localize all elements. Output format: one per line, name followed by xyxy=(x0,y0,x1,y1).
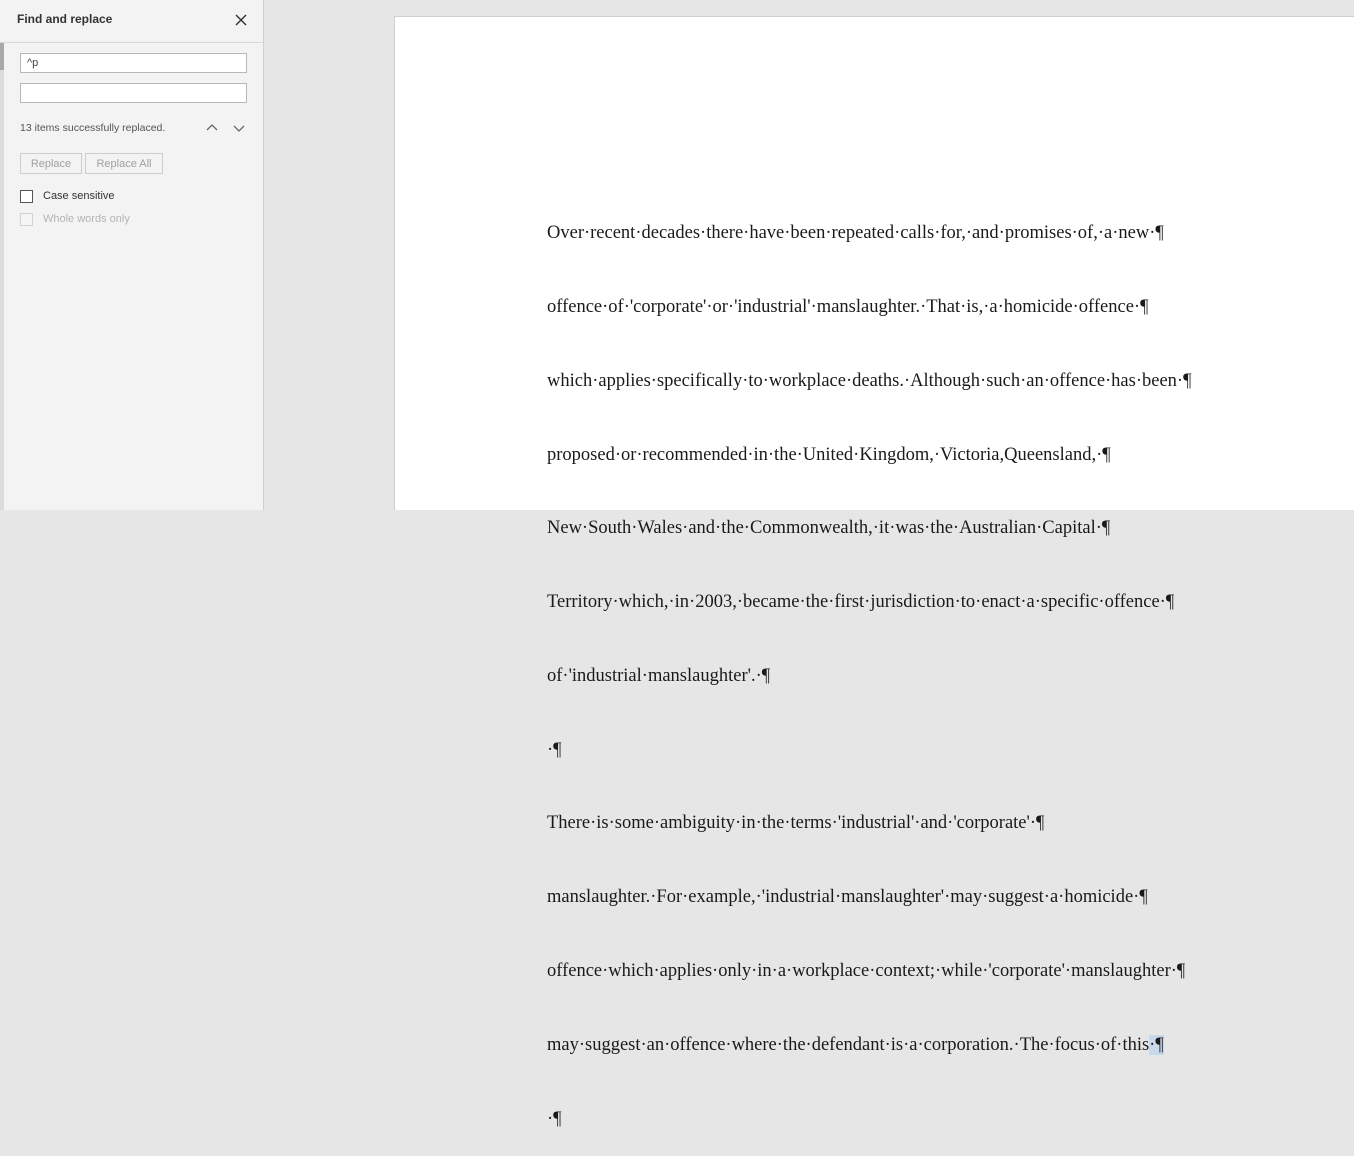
document-line: ·¶ xyxy=(547,739,562,760)
next-button[interactable] xyxy=(231,120,247,136)
panel-edge xyxy=(0,42,4,510)
status-text: 13 items successfully replaced. xyxy=(20,122,166,134)
document-line: proposed·or·recommended·in·the·United·Kingdom,·Victoria,Queensland,·¶ xyxy=(547,444,1111,465)
case-sensitive-option[interactable] xyxy=(20,188,115,204)
previous-button[interactable] xyxy=(204,120,220,136)
find-input[interactable] xyxy=(20,53,247,73)
document-line: Over·recent·decades·there·have·been·repeated·calls·for,·and·promises·of,·a·new·¶ xyxy=(547,223,1164,244)
document-line: There·is·some·ambiguity·in·the·terms·'industrial'·and·'corporate'·¶ xyxy=(547,813,1045,834)
whole-words-option xyxy=(20,211,130,227)
chevron-down-icon xyxy=(231,120,247,136)
close-icon xyxy=(232,11,250,29)
replace-all-button[interactable]: Replace All xyxy=(85,153,163,174)
document-line: ·¶ xyxy=(547,1108,562,1129)
highlighted-match: ·¶ xyxy=(1149,1034,1164,1055)
find-replace-panel xyxy=(0,0,264,510)
document-line: offence·which·applies·only·in·a·workplace·context;·while·'corporate'·manslaughter·¶ xyxy=(547,961,1186,981)
document-line-text: may·suggest·an·offence·where·the·defendant·is·a·corporation.·The·focus·of·this xyxy=(547,1034,1150,1055)
document-line: which·applies·specifically·to·workplace·deaths.·Although·such·an·offence·has·been·¶ xyxy=(547,370,1192,391)
document-body[interactable] xyxy=(547,172,1191,1156)
document-line: manslaughter.·For·example,·'industrial·manslaughter'·may·suggest·a·homicide·¶ xyxy=(547,887,1148,908)
document-line: of·'industrial·manslaughter'.·¶ xyxy=(547,665,771,686)
case-sensitive-checkbox[interactable] xyxy=(20,190,33,203)
case-sensitive-label: Case sensitive xyxy=(43,190,115,202)
close-button[interactable] xyxy=(232,11,250,29)
document-line: offence·of·'corporate'·or·'industrial'·manslaughter.·That·is,·a·homicide·offence·¶ xyxy=(547,296,1149,317)
panel-title: Find and replace xyxy=(17,12,113,26)
document-line-highlighted xyxy=(547,1033,1191,1058)
document-line: Territory·which,·in·2003,·became·the·first·jurisdiction·to·enact·a·specific·offence·¶ xyxy=(547,592,1175,613)
replace-button[interactable]: Replace xyxy=(20,153,82,174)
whole-words-checkbox xyxy=(20,213,33,226)
panel-header xyxy=(0,0,263,43)
document-line: New·South·Wales·and·the·Commonwealth,·it·was·the·Australian·Capital·¶ xyxy=(547,518,1111,539)
panel-edge-marker xyxy=(0,42,4,70)
chevron-up-icon xyxy=(204,120,220,136)
whole-words-label: Whole words only xyxy=(43,213,130,225)
replace-input[interactable] xyxy=(20,83,247,103)
